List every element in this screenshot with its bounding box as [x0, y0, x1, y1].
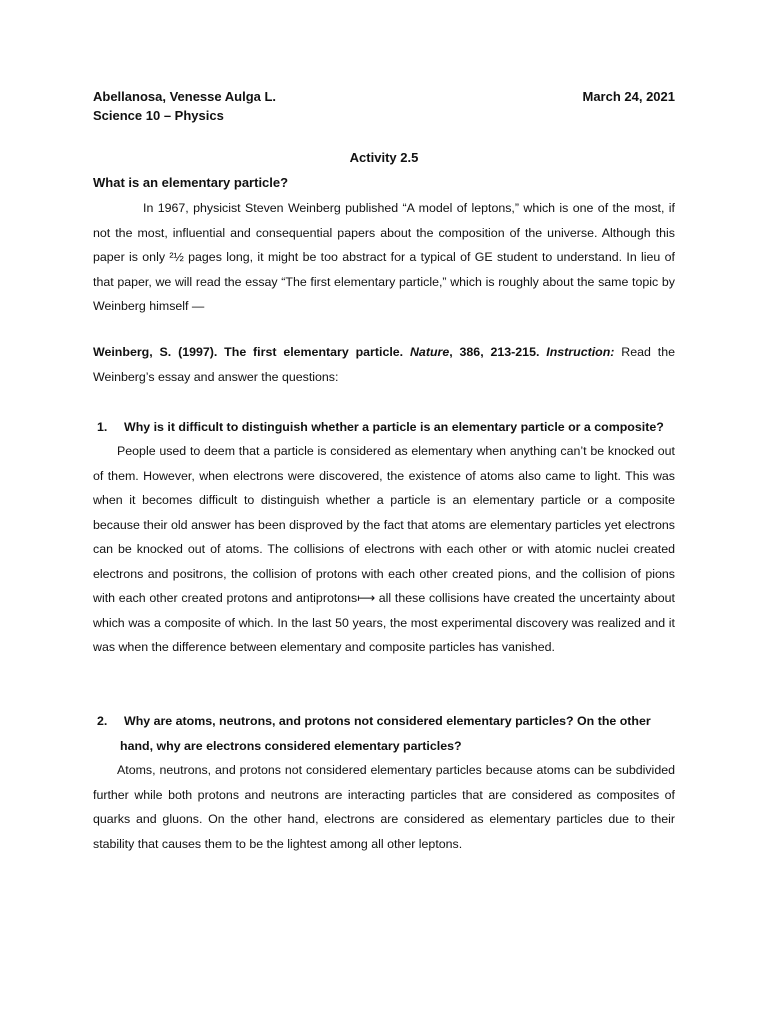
answer-2 [93, 758, 675, 856]
reference-journal: Nature [409, 345, 450, 359]
question-2-number: 2. [97, 714, 108, 728]
activity-title: Activity 2.5 [349, 150, 419, 165]
question-1 [93, 415, 675, 440]
question-2 [93, 709, 675, 758]
header-row [93, 89, 675, 104]
instruction-label: Instruction: [546, 345, 615, 359]
instruction-text: Read the Weinberg’s essay and answer the questions: [93, 345, 675, 384]
question-1-number: 1. [97, 420, 108, 434]
question-2-text-line1: Why are atoms, neutrons, and protons not considered elementary particles? On the other [124, 714, 651, 728]
reference-details: , 386, 213-215. [449, 345, 540, 359]
answer-2-text: Atoms, neutrons, and protons not considered elementary particles because atoms can be subdivided further while both protons and neutrons are interacting particles that are considered as composites of quarks and gluons. On the other hand, electrons are considered as elementary particles due to their stability that causes them to be the lightest among all other leptons. [93, 763, 675, 851]
reference-citation: Weinberg, S. (1997). The first elementary particle. [93, 345, 404, 359]
question-1-text: Why is it difficult to distinguish whether a particle is an elementary particle or a composite? [124, 420, 664, 434]
document-date: March 24, 2021 [582, 89, 675, 104]
answer-1-text: People used to deem that a particle is considered as elementary when anything can’t be knocked out of them. However, when electrons were discovered, the existence of atoms also came to light. This was when it becomes difficult to distinguish whether a particle is an elementary particle or a composite because their old answer has been disproved by the fact that atoms are elementary particles yet electrons can be knocked out of atoms. The collisions of electrons with each other or with atomic nuclei created electrons and positrons, the collision of protons with each other created pions, and the collision of pions with each other created protons and antiprotons⟼ all these collisions have created the uncertainty about which was a composite of which. In the last 50 years, the most experimental discovery was realized and it was when the difference between elementary and composite particles has vanished. [93, 444, 675, 654]
intro-paragraph [93, 196, 675, 319]
answer-1 [93, 439, 675, 660]
reference-paragraph [93, 340, 675, 389]
question-2-text-line2: hand, why are electrons considered elementary particles? [120, 738, 462, 753]
student-name: Abellanosa, Venesse Aulga L. [93, 89, 277, 104]
intro-paragraph-text: In 1967, physicist Steven Weinberg published “A model of leptons,” which is one of the most, if not the most, influential and consequential papers about the composition of the universe. Although this paper is only ²½ pages long, it might be too abstract for a typical of GE student to understand. In lieu of that paper, we will read the essay “The first elementary particle,” which is roughly about the same topic by Weinberg himself — [93, 201, 675, 313]
intro-question: What is an elementary particle? [93, 175, 289, 190]
subject-line: Science 10 – Physics [93, 108, 224, 123]
